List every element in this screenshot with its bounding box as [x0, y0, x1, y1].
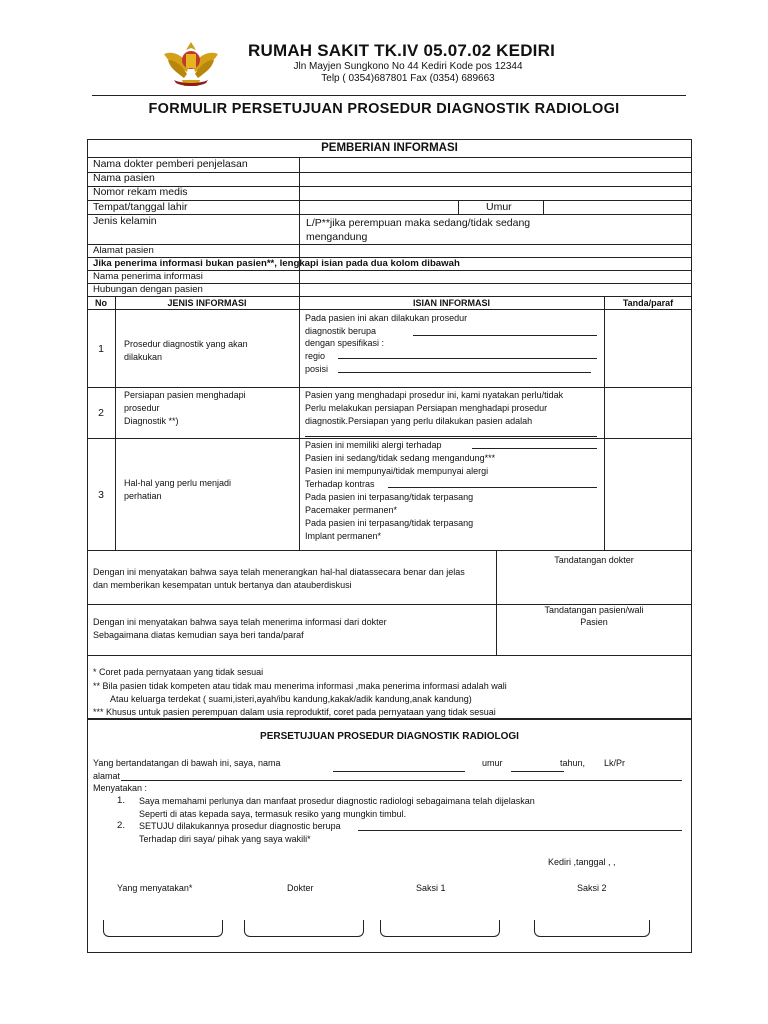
receiver-note: Jika penerima informasi bukan pasien**, lengkapi isian pada dua kolom dibawah — [93, 258, 460, 269]
signature-field-doctor[interactable] — [244, 920, 364, 937]
row1-content-5: posisi — [305, 364, 329, 374]
patient-signature-label-2: Pasien — [580, 617, 608, 627]
hospital-logo — [160, 36, 222, 92]
consent-lkpr: Lk/Pr — [604, 758, 626, 768]
label-relation: Hubungan dengan pasien — [93, 284, 203, 295]
row3-no: 3 — [98, 489, 104, 501]
row3-content-1: Pasien ini memiliki alergi terhadap — [305, 440, 442, 450]
row1-type-2: dilakukan — [124, 352, 163, 362]
place-date: Kediri ,tanggal , , — [548, 857, 616, 867]
row3-content-7: Pada pasien ini terpasang/tidak terpasang — [305, 518, 474, 528]
row3-content-3: Pasien ini mempunyai/tidak mempunyai alergi — [305, 466, 489, 476]
row1-content-3: dengan spesifikasi : — [305, 338, 385, 348]
label-receiver: Nama penerima informasi — [93, 271, 203, 282]
patient-statement-2: Sebagaimana diatas kemudian saya beri tanda/paraf — [93, 630, 304, 640]
consent-intro: Yang bertandatangan di bawah ini, saya, nama — [93, 758, 281, 768]
item2-line2: Terhadap diri saya/ pihak yang saya wakili* — [139, 834, 311, 844]
note-4: *** Khusus untuk pasien perempuan dalam usia reproduktif, coret pada pernyataan yang tidak sesuai — [93, 707, 496, 717]
doctor-statement-1: Dengan ini menyatakan bahwa saya telah menerangkan hal-hal diatassecara benar dan jelas — [93, 567, 465, 577]
row2-no: 2 — [98, 407, 104, 419]
procedure-field-line[interactable] — [358, 830, 682, 831]
address-field-line[interactable] — [121, 780, 682, 781]
col-sign: Tanda/paraf — [622, 298, 674, 308]
header-divider — [92, 95, 686, 96]
sex-value-line2: mengandung — [306, 231, 368, 243]
row3-content-8: Implant permanen* — [305, 531, 382, 541]
row3-type-1: Hal-hal yang perlu menjadi — [124, 478, 232, 488]
col-type: JENIS INFORMASI — [167, 298, 247, 308]
signer-doctor: Dokter — [287, 883, 314, 893]
patient-statement-1: Dengan ini menyatakan bahwa saya telah menerima informasi dari dokter — [93, 617, 387, 627]
row2-type-1: Persiapan pasien menghadapi — [124, 390, 246, 400]
label-age: Umur — [486, 201, 512, 213]
age-field-line[interactable] — [511, 771, 564, 772]
row1-content-1: Pada pasien ini akan dilakukan prosedur — [305, 313, 468, 323]
signer-declarant: Yang menyatakan* — [117, 883, 193, 893]
col-content: ISIAN INFORMASI — [412, 298, 490, 308]
row3-type-2: perhatian — [124, 491, 162, 501]
consent-menyatakan: Menyatakan : — [93, 783, 148, 793]
label-patient-name: Nama pasien — [93, 172, 155, 184]
note-3: Atau keluarga terdekat ( suami,isteri,ayah/ibu kandung,kakak/adik kandung,anak kandung) — [110, 694, 472, 704]
consent-alamat: alamat — [93, 771, 121, 781]
row3-content-5: Pada pasien ini terpasang/tidak terpasang — [305, 492, 474, 502]
item1-no: 1. — [117, 795, 126, 806]
consent-tahun: tahun, — [560, 758, 586, 768]
hospital-address: Jln Mayjen Sungkono No 44 Kediri Kode pos 12344 — [293, 61, 523, 72]
label-record-number: Nomor rekam medis — [93, 186, 188, 198]
patient-signature-label-1: Tandatangan pasien/wali — [544, 605, 644, 615]
row1-type-1: Prosedur diagnostik yang akan — [124, 339, 248, 349]
col-no: No — [95, 298, 107, 308]
row2-type-2: prosedur — [124, 403, 160, 413]
note-1: * Coret pada pernyataan yang tidak sesuai — [93, 667, 264, 677]
row3-content-4: Terhadap kontras — [305, 479, 375, 489]
item1-line2: Seperti di atas kepada saya, termasuk resiko yang mungkin timbul. — [139, 809, 407, 819]
row1-content-2: diagnostik berupa — [305, 326, 377, 336]
row2-content-3: diagnostik.Persiapan yang perlu dilakukan pasien adalah — [305, 416, 533, 426]
signature-field-witness-1[interactable] — [380, 920, 500, 937]
name-field-line[interactable] — [333, 771, 465, 772]
row3-content-6: Pacemaker permanen* — [305, 505, 398, 515]
hospital-name: RUMAH SAKIT TK.IV 05.07.02 KEDIRI — [248, 41, 555, 60]
row2-type-3: Diagnostik **) — [124, 416, 179, 426]
consent-title: PERSETUJUAN PROSEDUR DIAGNOSTIK RADIOLOGI — [260, 731, 519, 742]
item1-line1: Saya memahami perlunya dan manfaat prosedur diagnostic radiologi sebagaimana telah dijelaskan — [139, 796, 535, 806]
sex-value-line1: L/P**jika perempuan maka sedang/tidak sedang — [306, 217, 531, 229]
label-sex: Jenis kelamin — [93, 215, 157, 227]
note-2: ** Bila pasien tidak kompeten atau tidak mau menerima informasi ,maka penerima informasi adalah wali — [93, 681, 507, 691]
row1-no: 1 — [98, 343, 104, 355]
label-doctor-name: Nama dokter pemberi penjelasan — [93, 158, 248, 170]
consent-umur: umur — [482, 758, 503, 768]
item2-no: 2. — [117, 820, 126, 831]
row2-content-1: Pasien yang menghadapi prosedur ini, kami nyatakan perlu/tidak — [305, 390, 564, 400]
item2-line1: SETUJU dilakukannya prosedur diagnostic berupa — [139, 821, 341, 831]
signer-witness-2: Saksi 2 — [577, 883, 607, 893]
label-birth: Tempat/tanggal lahir — [93, 201, 188, 213]
hospital-phone: Telp ( 0354)687801 Fax (0354) 689663 — [321, 73, 495, 84]
doctor-signature-label: Tandatangan dokter — [554, 555, 634, 565]
row1-content-4: regio — [305, 351, 326, 361]
signer-witness-1: Saksi 1 — [416, 883, 446, 893]
form-title: FORMULIR PERSETUJUAN PROSEDUR DIAGNOSTIK RADIOLOGI — [148, 101, 620, 117]
row2-content-2: Perlu melakukan persiapan Persiapan menghadapi prosedur — [305, 403, 548, 413]
info-section-title: PEMBERIAN INFORMASI — [321, 142, 458, 154]
doctor-statement-2: dan memberikan kesempatan untuk bertanya dan atauberdiskusi — [93, 580, 352, 590]
signature-field-witness-2[interactable] — [534, 920, 650, 937]
row3-content-2: Pasien ini sedang/tidak sedang mengandung*** — [305, 453, 496, 463]
label-address: Alamat pasien — [93, 245, 154, 256]
signature-field-declarant[interactable] — [103, 920, 223, 937]
